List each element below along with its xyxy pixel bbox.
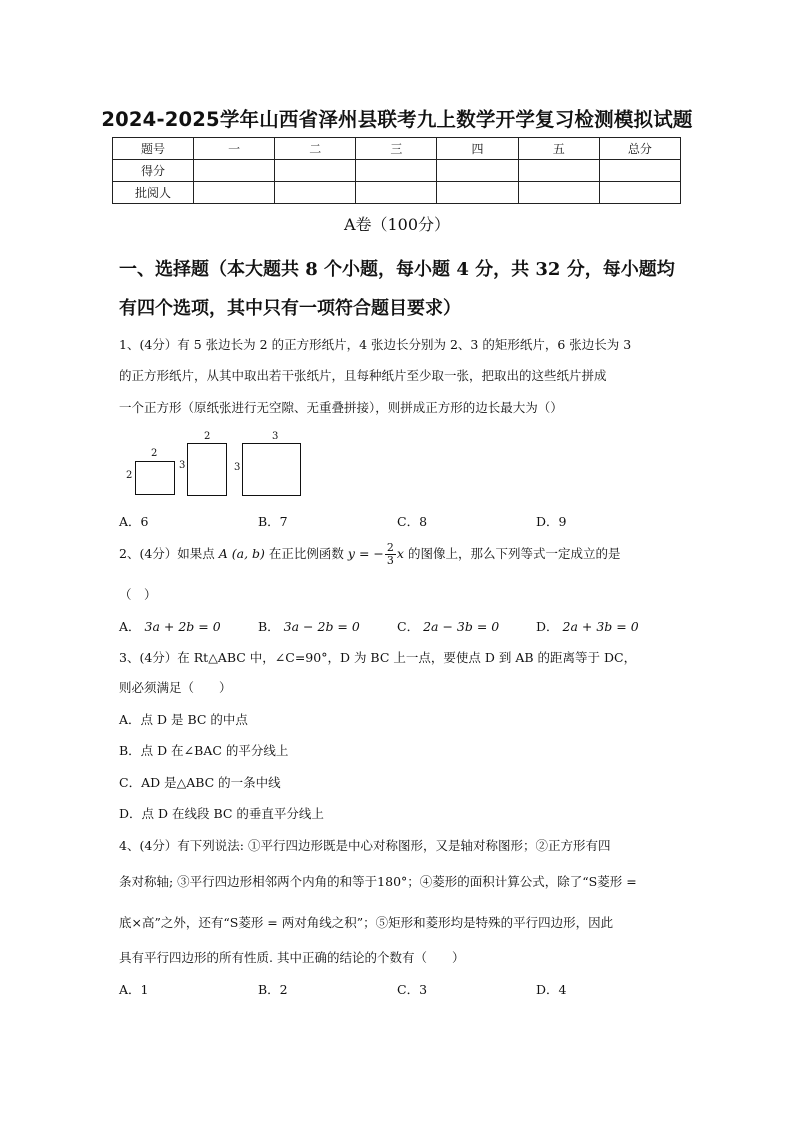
score-header-cell: 题号 <box>113 138 194 160</box>
q4-line-4: 具有平行四边形的所有性质. 其中正确的结论的个数有（ ） <box>119 950 465 965</box>
score-cell <box>437 182 518 204</box>
score-cell <box>356 160 437 182</box>
q2-middle: 在正比例函数 <box>268 546 344 561</box>
q3-line-1: 3、(4分）在 Rt△ABC 中，∠C=90°，D 为 BC 上一点，要使点 D 到 AB 的距离等于 DC， <box>119 650 637 665</box>
q2-fraction-numerator: 2 <box>386 541 394 554</box>
q2-line-1 <box>119 541 620 567</box>
q2-option-d-label: D． <box>536 619 559 634</box>
q2-option-b-expr: 3a − 2b = 0 <box>283 619 360 634</box>
q2-fraction <box>385 542 396 567</box>
q1-option-c: C．8 <box>397 514 428 529</box>
q2-option-a-expr: 3a + 2b = 0 <box>144 619 221 634</box>
q2-option-b <box>258 617 360 635</box>
large-square <box>242 443 301 496</box>
q2-option-c <box>397 617 499 635</box>
score-cell <box>437 160 518 182</box>
score-row-label: 批阅人 <box>113 182 194 204</box>
q4-line-2: 条对称轴; ③平行四边形相邻两个内角的和等于180°；④菱形的面积计算公式，除了“S菱形 = <box>119 874 637 889</box>
q2-option-a <box>119 617 221 635</box>
q2-fraction-denominator: 3 <box>386 554 394 567</box>
q3-option-d: D．点 D 在线段 BC 的垂直平分线上 <box>119 806 324 821</box>
q1-option-b: B．7 <box>258 514 288 529</box>
q1-option-d: D．9 <box>536 514 567 529</box>
q2-option-d-expr: 2a + 3b = 0 <box>562 619 639 634</box>
small-square-top-label: 2 <box>151 448 158 459</box>
q3-option-c: C．AD 是△ABC 的一条中线 <box>119 775 281 790</box>
q2-suffix: 的图像上，那么下列等式一定成立的是 <box>407 546 621 561</box>
score-cell <box>599 182 680 204</box>
score-header-cell: 四 <box>437 138 518 160</box>
score-table-header-row <box>113 138 681 160</box>
score-table-row <box>113 160 681 182</box>
rectangle-top-label: 2 <box>204 431 211 442</box>
q4-option-b: B．2 <box>258 982 288 997</box>
q1-line-2: 的正方形纸片，从其中取出若干张纸片，且每种纸片至少取一张，把取出的这些纸片拼成 <box>119 368 607 383</box>
large-square-top-label: 3 <box>272 431 279 442</box>
q2-option-b-label: B． <box>258 619 280 634</box>
q4-line-3: 底×高”之外，还有“S菱形 = 两对角线之积”；⑤矩形和菱形均是特殊的平行四边形，因此 <box>119 915 614 930</box>
score-cell <box>599 160 680 182</box>
score-cell <box>275 182 356 204</box>
small-square <box>135 461 175 495</box>
q3-option-a: A．点 D 是 BC 的中点 <box>119 712 248 727</box>
q2-func-var: x <box>396 546 404 561</box>
rectangle-left-label: 3 <box>179 460 186 471</box>
score-header-cell: 五 <box>518 138 599 160</box>
q2-point: A (a, b) <box>218 546 265 561</box>
q4-option-d: D．4 <box>536 982 567 997</box>
score-header-cell: 总分 <box>599 138 680 160</box>
q2-func-lhs: y = − <box>347 546 384 561</box>
q1-option-a: A．6 <box>119 514 149 529</box>
q4-line-1: 4、(4分）有下列说法: ①平行四边形既是中心对称图形，又是轴对称图形；②正方形有四 <box>119 838 611 853</box>
q2-line-2: （ ） <box>119 587 157 602</box>
rectangle <box>187 443 227 496</box>
score-header-cell: 三 <box>356 138 437 160</box>
small-square-left-label: 2 <box>126 470 133 481</box>
q2-option-c-label: C． <box>397 619 420 634</box>
q2-prefix: 2、(4分）如果点 <box>119 546 215 561</box>
score-cell <box>518 182 599 204</box>
section-label: A卷（100分） <box>343 215 451 234</box>
large-square-left-label: 3 <box>234 462 241 473</box>
score-cell <box>356 182 437 204</box>
q2-option-a-label: A． <box>119 619 141 634</box>
score-table-row <box>113 182 681 204</box>
score-cell <box>275 160 356 182</box>
q3-line-2: 则必须满足（ ） <box>119 680 232 695</box>
score-header-cell: 二 <box>275 138 356 160</box>
q2-option-d <box>536 617 639 635</box>
q4-option-a: A．1 <box>119 982 149 997</box>
score-cell <box>194 160 275 182</box>
score-cell <box>194 182 275 204</box>
q3-option-b: B．点 D 在∠BAC 的平分线上 <box>119 743 289 758</box>
score-header-cell: 一 <box>194 138 275 160</box>
section-heading-line-1: 一、选择题（本大题共 8 个小题，每小题 4 分，共 32 分，每小题均 <box>119 259 675 280</box>
q2-option-c-expr: 2a − 3b = 0 <box>423 619 500 634</box>
q1-line-3: 一个正方形（原纸张进行无空隙、无重叠拼接），则拼成正方形的边长最大为（） <box>119 400 563 415</box>
score-row-label: 得分 <box>113 160 194 182</box>
score-table <box>112 137 681 204</box>
score-cell <box>518 160 599 182</box>
q1-line-1: 1、(4分）有 5 张边长为 2 的正方形纸片，4 张边长分别为 2、3 的矩形纸片，6 张边长为 3 <box>119 337 632 352</box>
section-heading-line-2: 有四个选项，其中只有一项符合题目要求） <box>119 298 461 319</box>
exam-title: 2024-2025学年山西省泽州县联考九上数学开学复习检测模拟试题 <box>101 108 693 131</box>
q4-option-c: C．3 <box>397 982 428 997</box>
